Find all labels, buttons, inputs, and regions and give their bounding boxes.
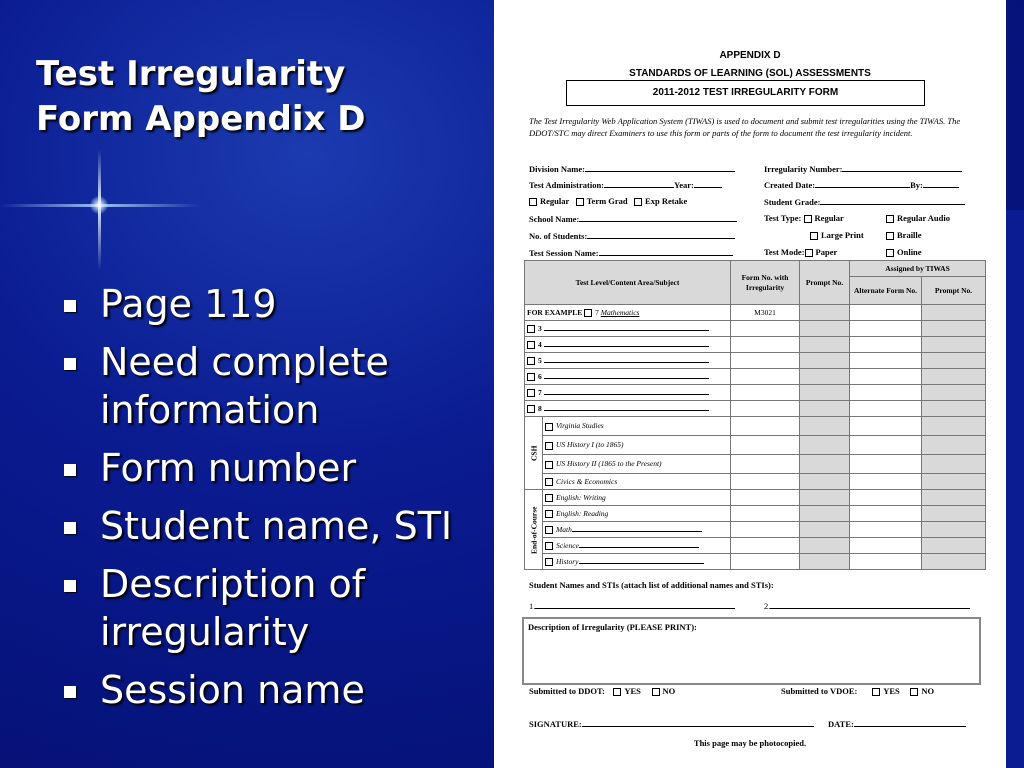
session-field: Test Session Name: (529, 247, 733, 258)
checkbox-icon (872, 688, 880, 696)
table-row: 6 (525, 369, 986, 385)
bullet-list (62, 280, 482, 724)
created-date-field: Created Date: By: (764, 179, 959, 190)
form-intro: The Test Irregularity Web Application System (TIWAS) is used to document and submit test irregularities using the TIWAS. The DDOT/STC may direct Examiners to use this form or parts of the form to document the test irregularity incident. (529, 116, 961, 138)
bullet-square-icon (64, 464, 76, 476)
checkbox-icon (529, 198, 537, 206)
bullet-square-icon (64, 522, 76, 534)
student-line-1: 1. (529, 600, 735, 611)
school-field: School Name: (529, 213, 737, 224)
admin-type-options: Regular Term Grad Exp Retake (529, 196, 687, 206)
table-row: 5 (525, 353, 986, 369)
bullet-text: Form number (100, 446, 357, 490)
bullet-square-icon (64, 358, 76, 370)
table-row: Civics & Economics (525, 474, 986, 490)
large-print-option: Large Print (810, 230, 864, 240)
bullet-item (62, 338, 482, 434)
bullet-text: Student name, STI (100, 504, 453, 548)
slide-title (36, 52, 476, 142)
bullet-square-icon (64, 300, 76, 312)
bullet-square-icon (64, 580, 76, 592)
checkbox-icon (886, 232, 894, 240)
signature-line: SIGNATURE: (529, 718, 814, 729)
slide-title-line1: Test Irregularity (36, 54, 346, 94)
test-mode-field: Test Mode: Paper (764, 247, 838, 257)
col-assigned: Assigned by TIWAS (850, 261, 986, 277)
photocopy-note: This page may be photocopied. (693, 738, 807, 748)
students-field: No. of Students: (529, 230, 735, 241)
bullet-text: Session name (100, 668, 365, 712)
col-alt-form: Alternate Form No. (850, 277, 922, 305)
col-prompt: Prompt No. (800, 261, 850, 305)
table-row: English: Reading (525, 506, 986, 522)
form-image (494, 0, 1006, 768)
checkbox-icon (652, 688, 660, 696)
form-title: 2011-2012 TEST IRREGULARITY FORM (566, 80, 925, 106)
checkbox-icon (886, 249, 894, 257)
checkbox-icon (805, 249, 813, 257)
table-row: US History I (to 1865) (525, 436, 986, 455)
appendix-heading: APPENDIX D (719, 50, 781, 61)
irregularity-table (524, 260, 986, 570)
bullet-text: Page 119 (100, 282, 277, 326)
table-row: History (525, 554, 986, 570)
table-row: FOR EXAMPLE 7 Mathematics M3021 (525, 305, 986, 321)
irregularity-number-field: Irregularity Number: (764, 163, 962, 174)
table-row: End-of-Course English: Writing (525, 490, 986, 506)
bullet-square-icon (64, 686, 76, 698)
checkbox-icon (810, 232, 818, 240)
col-form: Form No. with Irregularity (731, 261, 800, 305)
bullet-item (62, 280, 482, 328)
checkbox-icon (886, 215, 894, 223)
checkbox-icon (910, 688, 918, 696)
bullet-text: Description of irregularity (100, 562, 366, 654)
table-row: Math (525, 522, 986, 538)
description-box (522, 617, 981, 685)
col-level: Test Level/Content Area/Subject (525, 261, 731, 305)
table-row: 4 (525, 337, 986, 353)
bullet-text: Need complete information (100, 340, 389, 432)
regular-audio-option: Regular Audio (886, 213, 950, 223)
checkbox-icon (804, 215, 812, 223)
right-blue-edge (1006, 210, 1024, 768)
division-field: Division Name: (529, 163, 735, 174)
table-row: CSH Virginia Studies (525, 417, 986, 436)
table-row: 8 (525, 401, 986, 417)
student-line-2: 2. (764, 600, 970, 611)
test-type-field: Test Type: Regular (764, 213, 844, 223)
table-row: 7 (525, 385, 986, 401)
table-row: US History II (1865 to the Present) (525, 455, 986, 474)
bullet-item (62, 502, 482, 550)
online-option: Online (886, 247, 922, 257)
submitted-vdoe: Submitted to VDOE: YES NO (781, 686, 935, 696)
checkbox-icon (613, 688, 621, 696)
table-row: Science (525, 538, 986, 554)
date-line: DATE: (828, 718, 966, 729)
table-row: 3 (525, 321, 986, 337)
bullet-item (62, 444, 482, 492)
student-names-label: Student Names and STIs (attach list of additional names and STIs): (529, 580, 774, 590)
test-admin-field: Test Administration: Year: (529, 179, 722, 190)
braille-option: Braille (886, 230, 922, 240)
bullet-item (62, 560, 482, 656)
student-grade-field: Student Grade: (764, 196, 965, 207)
lens-flare-center (90, 196, 108, 214)
col-prompt2: Prompt No. (922, 277, 986, 305)
description-label: Description of Irregularity (PLEASE PRINT): (528, 622, 697, 632)
standards-heading: STANDARDS OF LEARNING (SOL) ASSESSMENTS (629, 68, 871, 79)
slide-title-line2: Form Appendix D (36, 99, 366, 139)
bullet-item (62, 666, 482, 714)
checkbox-icon (634, 198, 642, 206)
checkbox-icon (576, 198, 584, 206)
submitted-ddot: Submitted to DDOT: YES NO (529, 686, 676, 696)
